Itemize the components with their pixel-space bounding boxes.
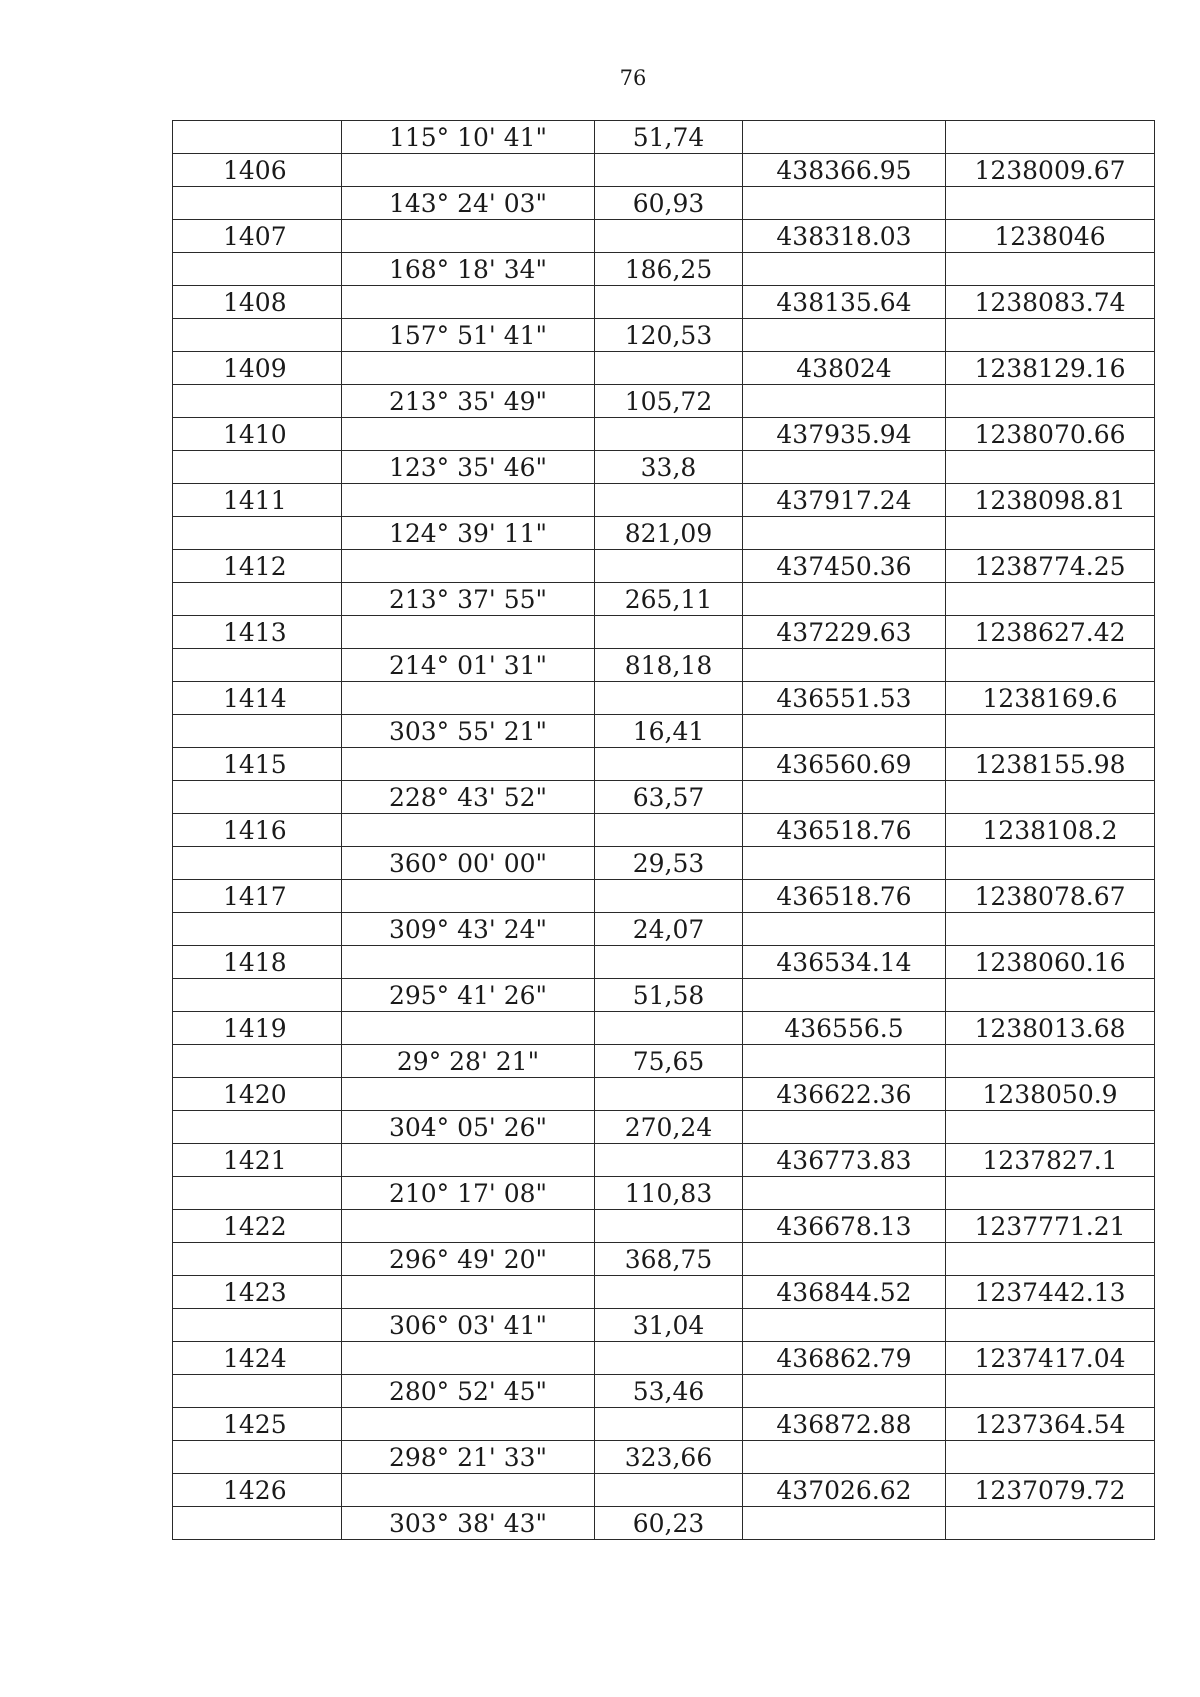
x-coordinate: 438366.95	[743, 154, 946, 187]
point-number: 1417	[173, 880, 342, 913]
point-cell-empty	[173, 1243, 342, 1276]
bearing-angle: 360° 00' 00"	[342, 847, 595, 880]
segment-distance-empty	[595, 1342, 743, 1375]
segment-distance: 818,18	[595, 649, 743, 682]
segment-distance-empty	[595, 220, 743, 253]
segment-distance-empty	[595, 1012, 743, 1045]
y-coordinate-empty	[946, 451, 1155, 484]
segment-distance: 120,53	[595, 319, 743, 352]
x-coordinate: 436518.76	[743, 814, 946, 847]
point-cell-empty	[173, 253, 342, 286]
point-number: 1415	[173, 748, 342, 781]
x-coordinate: 436844.52	[743, 1276, 946, 1309]
segment-row	[173, 1111, 1155, 1144]
point-number: 1423	[173, 1276, 342, 1309]
point-number: 1411	[173, 484, 342, 517]
bearing-angle: 298° 21' 33"	[342, 1441, 595, 1474]
y-coordinate-empty	[946, 979, 1155, 1012]
bearing-angle: 303° 38' 43"	[342, 1507, 595, 1540]
segment-distance: 110,83	[595, 1177, 743, 1210]
segment-row	[173, 1177, 1155, 1210]
bearing-angle-empty	[342, 946, 595, 979]
segment-row	[173, 649, 1155, 682]
point-cell-empty	[173, 517, 342, 550]
y-coordinate-empty	[946, 1243, 1155, 1276]
x-coordinate: 436518.76	[743, 880, 946, 913]
point-number: 1414	[173, 682, 342, 715]
point-cell-empty	[173, 913, 342, 946]
bearing-angle-empty	[342, 1144, 595, 1177]
point-cell-empty	[173, 847, 342, 880]
bearing-angle: 157° 51' 41"	[342, 319, 595, 352]
x-coordinate: 436534.14	[743, 946, 946, 979]
segment-row	[173, 847, 1155, 880]
bearing-angle-empty	[342, 1078, 595, 1111]
x-coordinate-empty	[743, 121, 946, 154]
segment-row	[173, 1309, 1155, 1342]
point-row	[173, 1408, 1155, 1441]
x-coordinate-empty	[743, 517, 946, 550]
segment-distance: 270,24	[595, 1111, 743, 1144]
segment-row	[173, 1045, 1155, 1078]
segment-distance: 63,57	[595, 781, 743, 814]
segment-row	[173, 1243, 1155, 1276]
bearing-angle-empty	[342, 1408, 595, 1441]
bearing-angle-empty	[342, 748, 595, 781]
segment-row	[173, 187, 1155, 220]
x-coordinate-empty	[743, 1177, 946, 1210]
segment-distance: 24,07	[595, 913, 743, 946]
bearing-angle: 304° 05' 26"	[342, 1111, 595, 1144]
y-coordinate-empty	[946, 253, 1155, 286]
segment-distance: 323,66	[595, 1441, 743, 1474]
x-coordinate: 436872.88	[743, 1408, 946, 1441]
segment-row	[173, 913, 1155, 946]
bearing-angle: 228° 43' 52"	[342, 781, 595, 814]
bearing-angle: 306° 03' 41"	[342, 1309, 595, 1342]
segment-distance: 60,93	[595, 187, 743, 220]
y-coordinate: 1238774.25	[946, 550, 1155, 583]
x-coordinate: 438135.64	[743, 286, 946, 319]
y-coordinate: 1238169.6	[946, 682, 1155, 715]
segment-distance-empty	[595, 1474, 743, 1507]
bearing-angle-empty	[342, 1276, 595, 1309]
coordinates-table	[172, 120, 1155, 1540]
bearing-angle-empty	[342, 220, 595, 253]
segment-distance-empty	[595, 352, 743, 385]
y-coordinate: 1238083.74	[946, 286, 1155, 319]
segment-row	[173, 517, 1155, 550]
segment-distance-empty	[595, 550, 743, 583]
y-coordinate: 1238046	[946, 220, 1155, 253]
segment-distance: 31,04	[595, 1309, 743, 1342]
page-number: 76	[619, 66, 647, 90]
segment-distance-empty	[595, 616, 743, 649]
x-coordinate-empty	[743, 253, 946, 286]
x-coordinate: 436678.13	[743, 1210, 946, 1243]
bearing-angle-empty	[342, 1210, 595, 1243]
point-cell-empty	[173, 1309, 342, 1342]
y-coordinate-empty	[946, 385, 1155, 418]
point-number: 1413	[173, 616, 342, 649]
point-cell-empty	[173, 1177, 342, 1210]
segment-row	[173, 1507, 1155, 1540]
bearing-angle: 214° 01' 31"	[342, 649, 595, 682]
x-coordinate: 438318.03	[743, 220, 946, 253]
y-coordinate-empty	[946, 1441, 1155, 1474]
x-coordinate-empty	[743, 847, 946, 880]
point-cell-empty	[173, 451, 342, 484]
point-cell-empty	[173, 1507, 342, 1540]
segment-distance-empty	[595, 814, 743, 847]
point-number: 1421	[173, 1144, 342, 1177]
x-coordinate: 437917.24	[743, 484, 946, 517]
segment-distance-empty	[595, 1210, 743, 1243]
y-coordinate-empty	[946, 1309, 1155, 1342]
segment-row	[173, 583, 1155, 616]
segment-distance-empty	[595, 1144, 743, 1177]
point-row	[173, 1474, 1155, 1507]
x-coordinate: 437026.62	[743, 1474, 946, 1507]
point-row	[173, 1342, 1155, 1375]
bearing-angle: 309° 43' 24"	[342, 913, 595, 946]
point-number: 1412	[173, 550, 342, 583]
y-coordinate-empty	[946, 913, 1155, 946]
point-row	[173, 748, 1155, 781]
bearing-angle-empty	[342, 880, 595, 913]
y-coordinate: 1238098.81	[946, 484, 1155, 517]
point-row	[173, 946, 1155, 979]
point-number: 1410	[173, 418, 342, 451]
segment-row	[173, 451, 1155, 484]
segment-row	[173, 1441, 1155, 1474]
segment-row	[173, 781, 1155, 814]
point-cell-empty	[173, 979, 342, 1012]
y-coordinate: 1237417.04	[946, 1342, 1155, 1375]
bearing-angle: 168° 18' 34"	[342, 253, 595, 286]
segment-distance: 821,09	[595, 517, 743, 550]
segment-distance-empty	[595, 682, 743, 715]
point-row	[173, 616, 1155, 649]
bearing-angle-empty	[342, 1342, 595, 1375]
y-coordinate: 1237079.72	[946, 1474, 1155, 1507]
y-coordinate-empty	[946, 1507, 1155, 1540]
x-coordinate: 436560.69	[743, 748, 946, 781]
bearing-angle-empty	[342, 286, 595, 319]
segment-distance: 368,75	[595, 1243, 743, 1276]
y-coordinate-empty	[946, 1375, 1155, 1408]
y-coordinate: 1238070.66	[946, 418, 1155, 451]
x-coordinate: 438024	[743, 352, 946, 385]
x-coordinate-empty	[743, 187, 946, 220]
y-coordinate-empty	[946, 1045, 1155, 1078]
x-coordinate: 436773.83	[743, 1144, 946, 1177]
x-coordinate-empty	[743, 1111, 946, 1144]
point-number: 1422	[173, 1210, 342, 1243]
bearing-angle: 143° 24' 03"	[342, 187, 595, 220]
point-row	[173, 286, 1155, 319]
point-number: 1416	[173, 814, 342, 847]
bearing-angle: 213° 35' 49"	[342, 385, 595, 418]
point-cell-empty	[173, 781, 342, 814]
x-coordinate-empty	[743, 451, 946, 484]
segment-distance: 51,74	[595, 121, 743, 154]
point-cell-empty	[173, 583, 342, 616]
y-coordinate: 1238050.9	[946, 1078, 1155, 1111]
bearing-angle: 296° 49' 20"	[342, 1243, 595, 1276]
y-coordinate: 1238627.42	[946, 616, 1155, 649]
point-cell-empty	[173, 121, 342, 154]
point-cell-empty	[173, 385, 342, 418]
point-cell-empty	[173, 649, 342, 682]
segment-distance-empty	[595, 1078, 743, 1111]
segment-distance: 60,23	[595, 1507, 743, 1540]
point-row	[173, 352, 1155, 385]
bearing-angle-empty	[342, 682, 595, 715]
point-cell-empty	[173, 319, 342, 352]
x-coordinate: 436622.36	[743, 1078, 946, 1111]
bearing-angle: 29° 28' 21"	[342, 1045, 595, 1078]
x-coordinate-empty	[743, 715, 946, 748]
x-coordinate-empty	[743, 1441, 946, 1474]
bearing-angle-empty	[342, 1474, 595, 1507]
bearing-angle-empty	[342, 616, 595, 649]
segment-distance: 186,25	[595, 253, 743, 286]
segment-distance: 53,46	[595, 1375, 743, 1408]
bearing-angle: 115° 10' 41"	[342, 121, 595, 154]
x-coordinate-empty	[743, 979, 946, 1012]
bearing-angle: 123° 35' 46"	[342, 451, 595, 484]
point-number: 1425	[173, 1408, 342, 1441]
point-number: 1426	[173, 1474, 342, 1507]
x-coordinate: 436551.53	[743, 682, 946, 715]
point-cell-empty	[173, 187, 342, 220]
x-coordinate-empty	[743, 319, 946, 352]
point-number: 1408	[173, 286, 342, 319]
x-coordinate: 437935.94	[743, 418, 946, 451]
bearing-angle: 295° 41' 26"	[342, 979, 595, 1012]
bearing-angle-empty	[342, 1012, 595, 1045]
point-row	[173, 814, 1155, 847]
bearing-angle-empty	[342, 352, 595, 385]
y-coordinate-empty	[946, 781, 1155, 814]
y-coordinate: 1238009.67	[946, 154, 1155, 187]
x-coordinate-empty	[743, 781, 946, 814]
y-coordinate-empty	[946, 715, 1155, 748]
point-number: 1419	[173, 1012, 342, 1045]
point-row	[173, 1078, 1155, 1111]
y-coordinate-empty	[946, 847, 1155, 880]
point-row	[173, 418, 1155, 451]
point-number: 1407	[173, 220, 342, 253]
segment-distance-empty	[595, 418, 743, 451]
segment-row	[173, 121, 1155, 154]
y-coordinate-empty	[946, 187, 1155, 220]
point-number: 1418	[173, 946, 342, 979]
bearing-angle-empty	[342, 154, 595, 187]
bearing-angle: 124° 39' 11"	[342, 517, 595, 550]
x-coordinate-empty	[743, 385, 946, 418]
point-row	[173, 220, 1155, 253]
point-row	[173, 1210, 1155, 1243]
segment-distance-empty	[595, 946, 743, 979]
point-number: 1424	[173, 1342, 342, 1375]
y-coordinate: 1238129.16	[946, 352, 1155, 385]
x-coordinate-empty	[743, 1309, 946, 1342]
y-coordinate-empty	[946, 649, 1155, 682]
y-coordinate: 1237827.1	[946, 1144, 1155, 1177]
segment-row	[173, 253, 1155, 286]
bearing-angle-empty	[342, 418, 595, 451]
x-coordinate-empty	[743, 1507, 946, 1540]
bearing-angle: 210° 17' 08"	[342, 1177, 595, 1210]
y-coordinate: 1237442.13	[946, 1276, 1155, 1309]
x-coordinate-empty	[743, 649, 946, 682]
x-coordinate-empty	[743, 913, 946, 946]
segment-row	[173, 979, 1155, 1012]
point-cell-empty	[173, 1375, 342, 1408]
bearing-angle-empty	[342, 550, 595, 583]
segment-row	[173, 1375, 1155, 1408]
point-cell-empty	[173, 1045, 342, 1078]
segment-row	[173, 715, 1155, 748]
segment-distance-empty	[595, 1276, 743, 1309]
x-coordinate: 437450.36	[743, 550, 946, 583]
segment-distance-empty	[595, 484, 743, 517]
y-coordinate: 1238060.16	[946, 946, 1155, 979]
segment-distance: 105,72	[595, 385, 743, 418]
y-coordinate: 1237771.21	[946, 1210, 1155, 1243]
y-coordinate: 1238155.98	[946, 748, 1155, 781]
segment-distance-empty	[595, 154, 743, 187]
point-row	[173, 154, 1155, 187]
bearing-angle: 280° 52' 45"	[342, 1375, 595, 1408]
x-coordinate-empty	[743, 1243, 946, 1276]
segment-distance-empty	[595, 1408, 743, 1441]
y-coordinate: 1238078.67	[946, 880, 1155, 913]
y-coordinate-empty	[946, 121, 1155, 154]
y-coordinate-empty	[946, 583, 1155, 616]
x-coordinate-empty	[743, 1375, 946, 1408]
segment-distance: 265,11	[595, 583, 743, 616]
point-row	[173, 1276, 1155, 1309]
bearing-angle: 303° 55' 21"	[342, 715, 595, 748]
x-coordinate: 436556.5	[743, 1012, 946, 1045]
segment-distance: 51,58	[595, 979, 743, 1012]
x-coordinate: 437229.63	[743, 616, 946, 649]
segment-row	[173, 385, 1155, 418]
segment-distance: 29,53	[595, 847, 743, 880]
bearing-angle-empty	[342, 814, 595, 847]
y-coordinate-empty	[946, 517, 1155, 550]
point-number: 1409	[173, 352, 342, 385]
segment-distance-empty	[595, 748, 743, 781]
point-cell-empty	[173, 1111, 342, 1144]
point-row	[173, 1012, 1155, 1045]
x-coordinate: 436862.79	[743, 1342, 946, 1375]
y-coordinate: 1237364.54	[946, 1408, 1155, 1441]
point-cell-empty	[173, 1441, 342, 1474]
bearing-angle: 213° 37' 55"	[342, 583, 595, 616]
segment-distance-empty	[595, 880, 743, 913]
segment-distance: 16,41	[595, 715, 743, 748]
x-coordinate-empty	[743, 583, 946, 616]
bearing-angle-empty	[342, 484, 595, 517]
coordinates-table-body	[173, 121, 1155, 1540]
x-coordinate-empty	[743, 1045, 946, 1078]
y-coordinate: 1238013.68	[946, 1012, 1155, 1045]
point-row	[173, 1144, 1155, 1177]
segment-row	[173, 319, 1155, 352]
segment-distance: 33,8	[595, 451, 743, 484]
point-row	[173, 880, 1155, 913]
point-row	[173, 484, 1155, 517]
point-number: 1406	[173, 154, 342, 187]
y-coordinate: 1238108.2	[946, 814, 1155, 847]
y-coordinate-empty	[946, 319, 1155, 352]
point-row	[173, 682, 1155, 715]
segment-distance: 75,65	[595, 1045, 743, 1078]
point-number: 1420	[173, 1078, 342, 1111]
segment-distance-empty	[595, 286, 743, 319]
y-coordinate-empty	[946, 1111, 1155, 1144]
y-coordinate-empty	[946, 1177, 1155, 1210]
point-cell-empty	[173, 715, 342, 748]
point-row	[173, 550, 1155, 583]
